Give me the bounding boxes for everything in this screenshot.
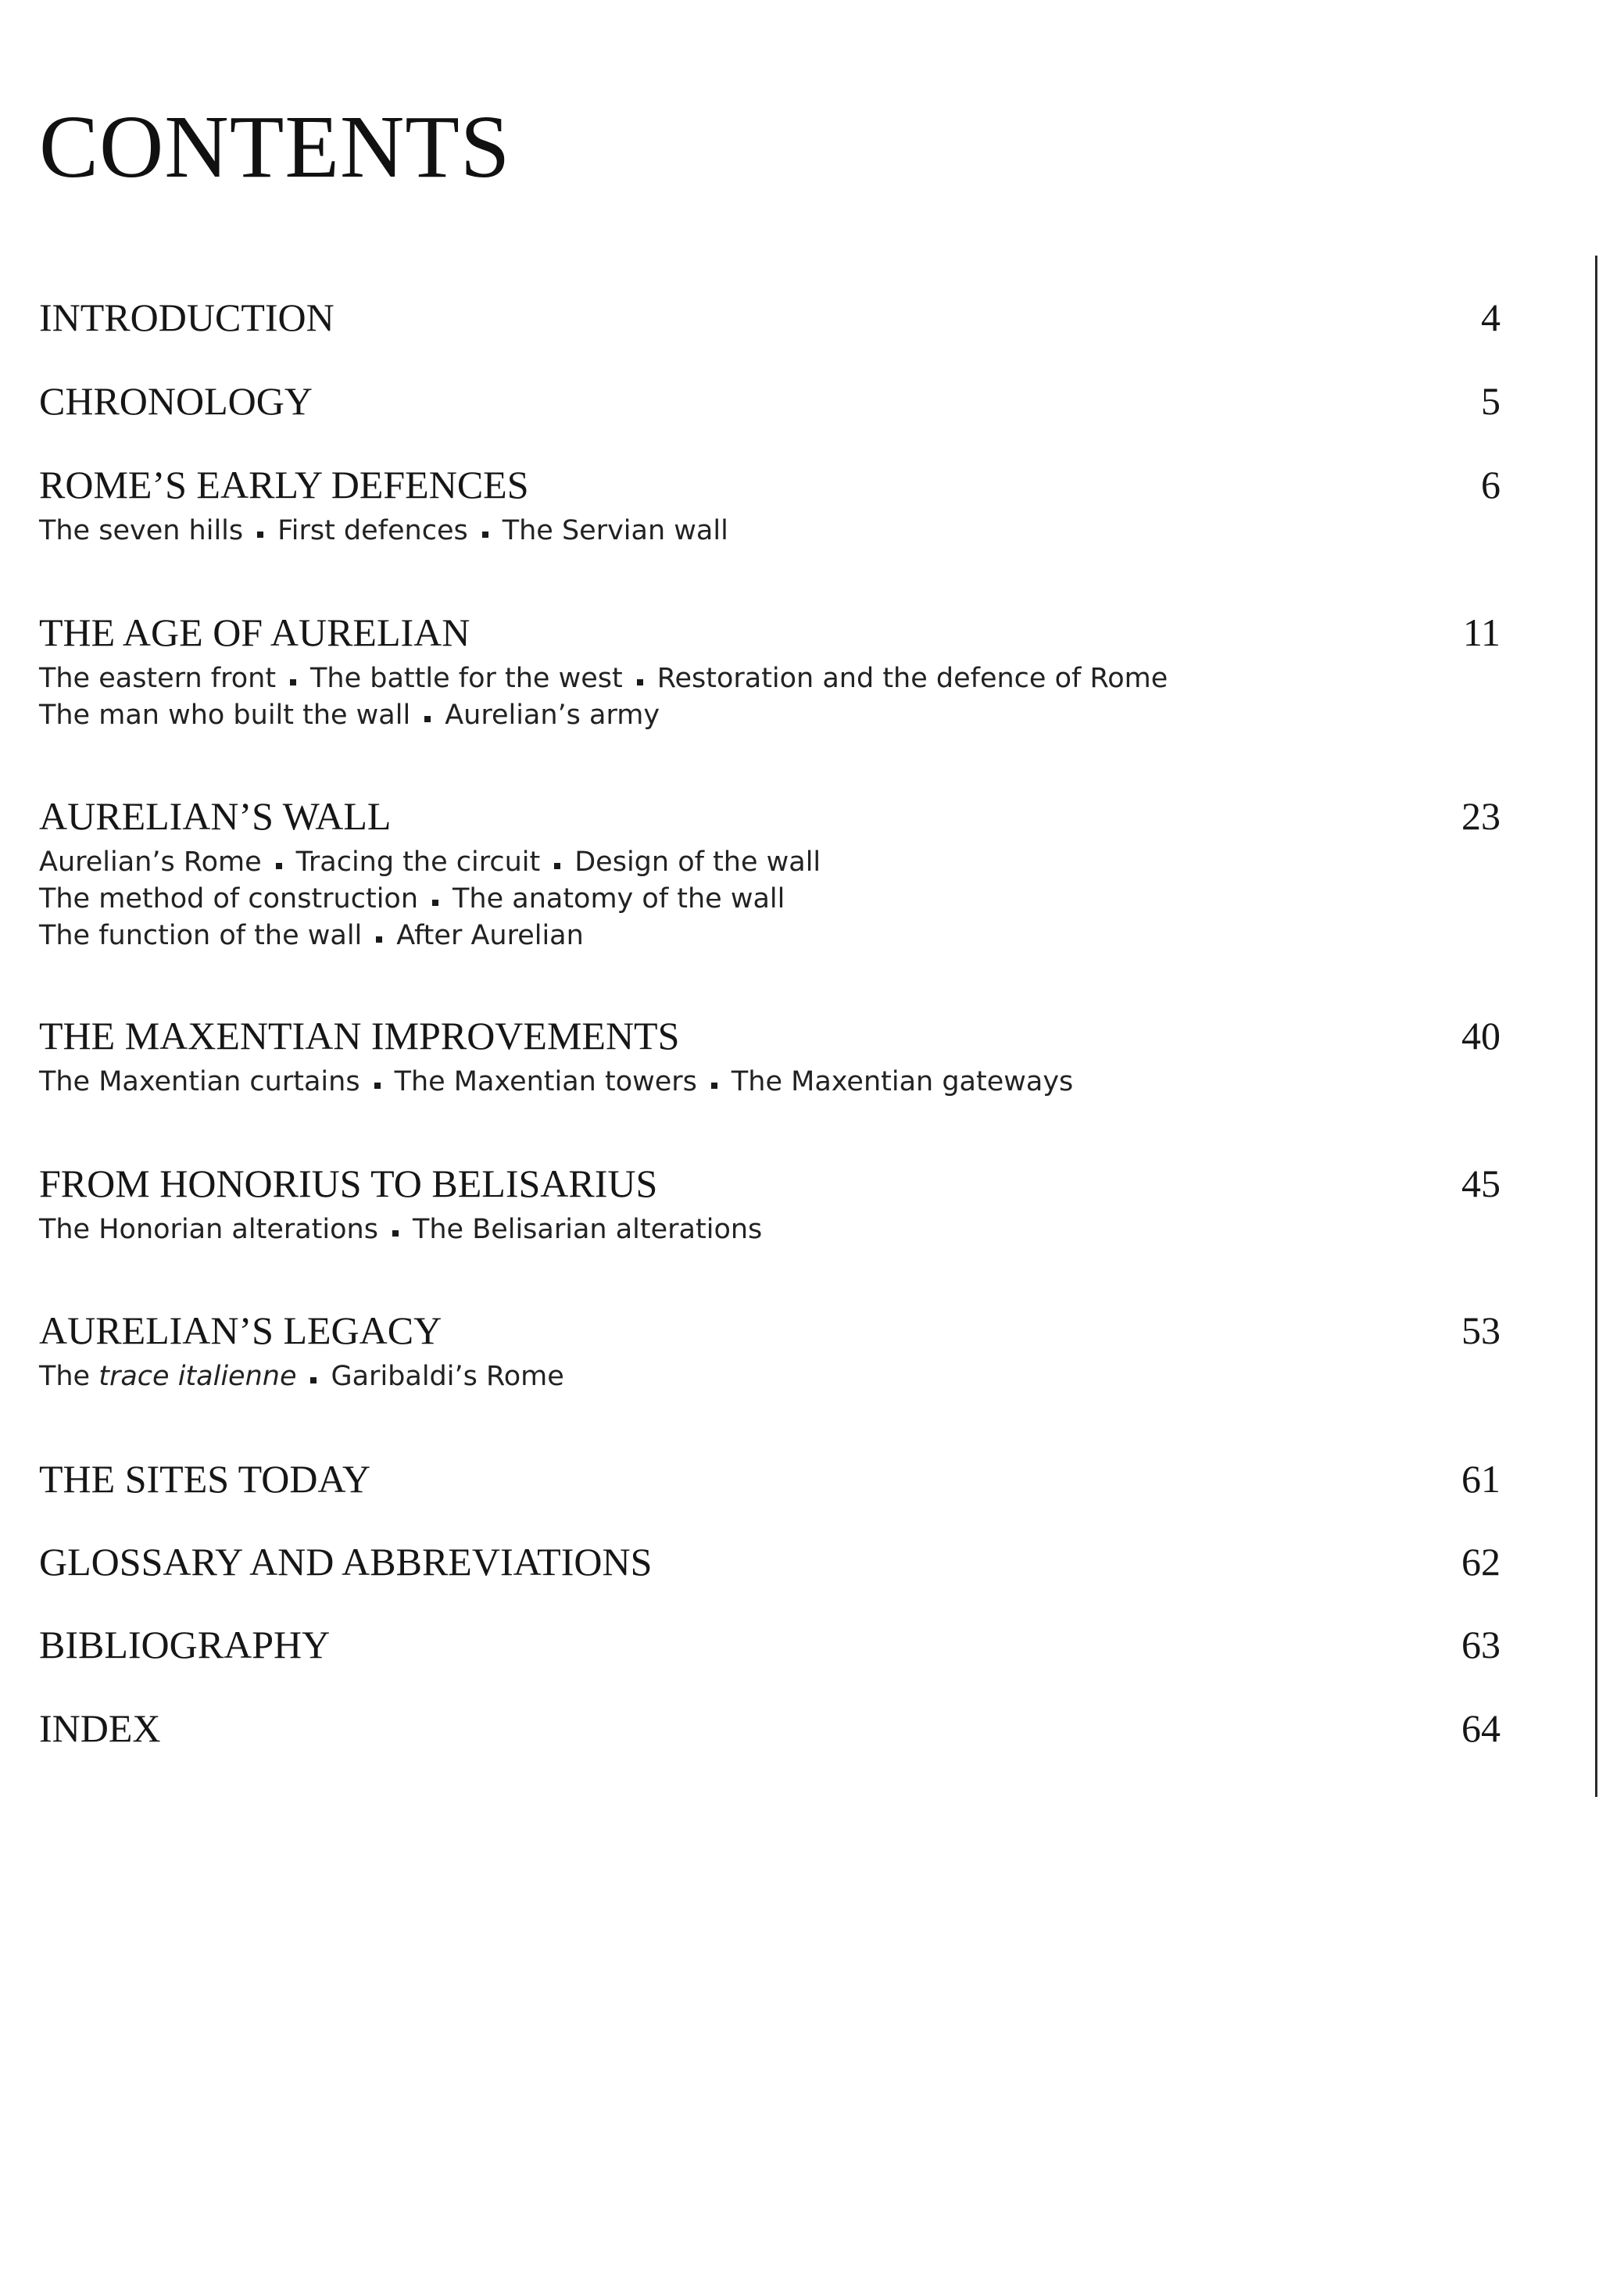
toc-page-number: 4 — [1481, 295, 1501, 339]
toc-entry-chronology — [39, 376, 1501, 426]
toc-page-number: 63 — [1461, 1623, 1501, 1666]
toc-page-number: 53 — [1461, 1308, 1501, 1352]
toc-subtopics — [39, 1064, 1501, 1101]
toc-subtopics — [39, 513, 1501, 549]
toc-heading-line — [39, 1537, 1501, 1587]
toc-subtopics — [39, 660, 1501, 734]
toc-subtopic: The method of construction — [39, 883, 419, 915]
toc-entry-the-maxentian-improvements — [39, 1011, 1501, 1101]
toc-entry-the-age-of-aurelian — [39, 607, 1501, 734]
toc-subtopic: The Maxentian curtains — [39, 1066, 360, 1097]
toc-subtopic-line — [39, 697, 1501, 734]
toc-subtopic: Tracing the circuit — [295, 846, 541, 878]
bullet-separator-icon — [554, 863, 560, 869]
toc-entry-from-honorius-to-belisarius — [39, 1158, 1501, 1248]
toc-page-number: 6 — [1481, 463, 1501, 506]
toc-heading-line — [39, 1454, 1501, 1504]
toc-subtopic-line — [39, 1358, 1501, 1395]
toc-subtopic: The Maxentian towers — [394, 1066, 697, 1097]
toc-page-number: 5 — [1481, 379, 1501, 423]
toc-subtopic-italic: trace italienne — [98, 1361, 297, 1392]
toc-heading: AURELIAN’S WALL — [39, 794, 392, 838]
toc-page-number: 64 — [1461, 1706, 1501, 1750]
toc-subtopic-text: The — [39, 1361, 99, 1392]
bullet-separator-icon — [424, 716, 431, 722]
bullet-separator-icon — [290, 679, 296, 685]
toc-subtopic: Design of the wall — [574, 846, 821, 878]
toc-entry-the-sites-today — [39, 1454, 1501, 1504]
bullet-separator-icon — [374, 1083, 381, 1089]
bullet-separator-icon — [257, 532, 263, 538]
bullet-separator-icon — [637, 679, 643, 685]
toc-subtopic: The Maxentian gateways — [731, 1066, 1074, 1097]
toc-subtopic-line — [39, 844, 1501, 881]
toc-heading: GLOSSARY AND ABBREVIATIONS — [39, 1540, 653, 1584]
bullet-separator-icon — [310, 1377, 317, 1383]
toc-heading-line — [39, 791, 1501, 841]
vertical-rule — [1595, 256, 1597, 1797]
toc-heading-line — [39, 1620, 1501, 1670]
toc-subtopic: The man who built the wall — [39, 700, 411, 731]
bullet-separator-icon — [376, 936, 382, 943]
toc-heading: AURELIAN’S LEGACY — [39, 1308, 442, 1352]
toc-heading: CHRONOLOGY — [39, 379, 313, 423]
toc-subtopic: The battle for the west — [310, 663, 623, 694]
bullet-separator-icon — [711, 1083, 717, 1089]
toc-subtopics — [39, 1212, 1501, 1248]
toc-heading: THE AGE OF AURELIAN — [39, 610, 470, 654]
bullet-separator-icon — [432, 900, 438, 906]
toc-heading: FROM HONORIUS TO BELISARIUS — [39, 1161, 658, 1205]
toc-subtopics — [39, 1358, 1501, 1395]
toc-page-number: 61 — [1461, 1457, 1501, 1501]
toc-subtopic: The Belisarian alterations — [412, 1214, 763, 1245]
toc-page-number: 62 — [1461, 1540, 1501, 1584]
toc-entry-aurelian-s-wall — [39, 791, 1501, 954]
bullet-separator-icon — [392, 1230, 399, 1237]
toc-subtopic — [39, 1361, 296, 1392]
toc-subtopic: Restoration and the defence of Rome — [656, 663, 1168, 694]
toc-heading: BIBLIOGRAPHY — [39, 1623, 331, 1666]
toc-subtopic: The Servian wall — [502, 515, 728, 546]
toc-entry-introduction — [39, 292, 1501, 342]
toc-heading-line — [39, 1011, 1501, 1061]
toc-subtopics — [39, 844, 1501, 954]
toc-subtopic: The anatomy of the wall — [453, 883, 785, 915]
toc-heading-line — [39, 460, 1501, 510]
toc-entry-index — [39, 1703, 1501, 1753]
toc-heading: INTRODUCTION — [39, 295, 334, 339]
toc-heading: INDEX — [39, 1706, 161, 1750]
toc-subtopic: The eastern front — [39, 663, 277, 694]
toc-subtopic-line — [39, 881, 1501, 918]
toc-subtopic-line — [39, 660, 1501, 697]
toc-heading-line — [39, 376, 1501, 426]
toc-subtopic: First defences — [277, 515, 468, 546]
page-title: CONTENTS — [39, 97, 511, 196]
toc-entry-aurelian-s-legacy — [39, 1305, 1501, 1395]
toc-subtopic: Garibaldi’s Rome — [331, 1361, 564, 1392]
toc-subtopic: The seven hills — [39, 515, 244, 546]
toc-heading: THE MAXENTIAN IMPROVEMENTS — [39, 1014, 680, 1058]
toc-heading-line — [39, 292, 1501, 342]
toc-page-number: 11 — [1462, 610, 1501, 654]
toc-entry-rome-s-early-defences — [39, 460, 1501, 549]
toc-subtopic-line — [39, 513, 1501, 549]
toc-subtopic-line — [39, 1212, 1501, 1248]
bullet-separator-icon — [276, 863, 282, 869]
toc-heading: THE SITES TODAY — [39, 1457, 371, 1501]
toc-heading: ROME’S EARLY DEFENCES — [39, 463, 529, 506]
toc-subtopic-line — [39, 918, 1501, 954]
toc-entry-bibliography — [39, 1620, 1501, 1670]
toc-page-number: 40 — [1461, 1014, 1501, 1058]
toc-subtopic: The Honorian alterations — [39, 1214, 378, 1245]
toc-entry-glossary-and-abbreviations — [39, 1537, 1501, 1587]
toc-subtopic-line — [39, 1064, 1501, 1101]
toc-subtopic: After Aurelian — [396, 920, 584, 951]
toc-heading-line — [39, 1703, 1501, 1753]
toc-subtopic: Aurelian’s Rome — [39, 846, 262, 878]
toc-page-number: 45 — [1461, 1161, 1501, 1205]
bullet-separator-icon — [482, 532, 488, 538]
toc-heading-line — [39, 1158, 1501, 1208]
toc-heading-line — [39, 607, 1501, 657]
toc-subtopic: The function of the wall — [39, 920, 363, 951]
toc-heading-line — [39, 1305, 1501, 1355]
toc-subtopic: Aurelian’s army — [445, 700, 660, 731]
toc-page-number: 23 — [1461, 794, 1501, 838]
